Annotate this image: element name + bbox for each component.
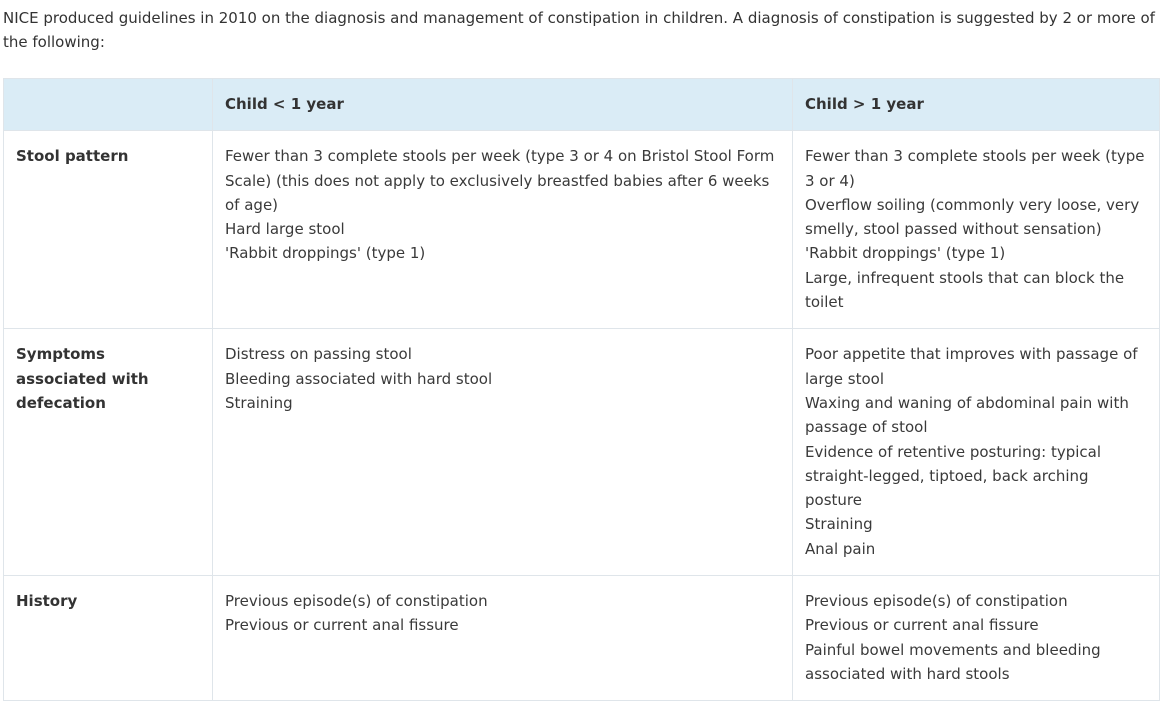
criterion-item: Fewer than 3 complete stools per week (type 3 or 4 on Bristol Stool Form Scale) (this does not apply to exclusively breastfed babies after 6 weeks of age) bbox=[225, 147, 775, 214]
criterion-item: Poor appetite that improves with passage of large stool bbox=[805, 345, 1138, 388]
row-label-stool-pattern: Stool pattern bbox=[4, 131, 213, 329]
criterion-item: Straining bbox=[225, 393, 293, 412]
criterion-item: Evidence of retentive posturing: typical straight-legged, tiptoed, back arching posture bbox=[805, 442, 1101, 510]
criterion-item: Distress on passing stool bbox=[225, 345, 412, 364]
criterion-item: Fewer than 3 complete stools per week (type 3 or 4) bbox=[805, 147, 1145, 190]
table-row-symptoms bbox=[4, 329, 1160, 576]
header-corner-cell bbox=[4, 79, 213, 131]
table-row-history bbox=[4, 576, 1160, 701]
header-child-under-1-year: Child < 1 year bbox=[213, 79, 793, 131]
criterion-item: Hard large stool bbox=[225, 220, 345, 239]
table-row-stool-pattern bbox=[4, 131, 1160, 329]
criterion-item: Straining bbox=[805, 515, 873, 534]
cell-stool-pattern-under-1 bbox=[213, 131, 793, 329]
criterion-item: Overflow soiling (commonly very loose, very smelly, stool passed without sensation) bbox=[805, 195, 1140, 239]
criterion-item: Previous episode(s) of constipation bbox=[805, 592, 1068, 611]
intro-paragraph: NICE produced guidelines in 2010 on the diagnosis and management of constipation in children. A diagnosis of constipation is suggested by 2 or more of the following: bbox=[3, 9, 1155, 51]
constipation-criteria-table bbox=[3, 78, 1160, 701]
cell-history-under-1 bbox=[213, 576, 793, 701]
criterion-item: Previous or current anal fissure bbox=[225, 616, 459, 635]
cell-history-over-1 bbox=[793, 576, 1160, 701]
header-child-over-1-year: Child > 1 year bbox=[793, 79, 1160, 131]
criterion-item: Waxing and waning of abdominal pain with passage of stool bbox=[805, 393, 1129, 437]
criterion-item: Previous episode(s) of constipation bbox=[225, 592, 488, 611]
criterion-item: Painful bowel movements and bleeding associated with hard stools bbox=[805, 640, 1101, 683]
row-label-symptoms: Symptoms associated with defecation bbox=[4, 329, 213, 576]
criterion-item: 'Rabbit droppings' (type 1) bbox=[805, 244, 1006, 263]
criterion-item: Bleeding associated with hard stool bbox=[225, 369, 493, 388]
criterion-item: Large, infrequent stools that can block the toilet bbox=[805, 268, 1125, 312]
row-label-history: History bbox=[4, 576, 213, 701]
criterion-item: Anal pain bbox=[805, 539, 876, 558]
table-header-row bbox=[4, 79, 1160, 131]
cell-symptoms-under-1 bbox=[213, 329, 793, 576]
cell-stool-pattern-over-1 bbox=[793, 131, 1160, 329]
criterion-item: 'Rabbit droppings' (type 1) bbox=[225, 244, 426, 263]
criterion-item: Previous or current anal fissure bbox=[805, 616, 1039, 635]
cell-symptoms-over-1 bbox=[793, 329, 1160, 576]
